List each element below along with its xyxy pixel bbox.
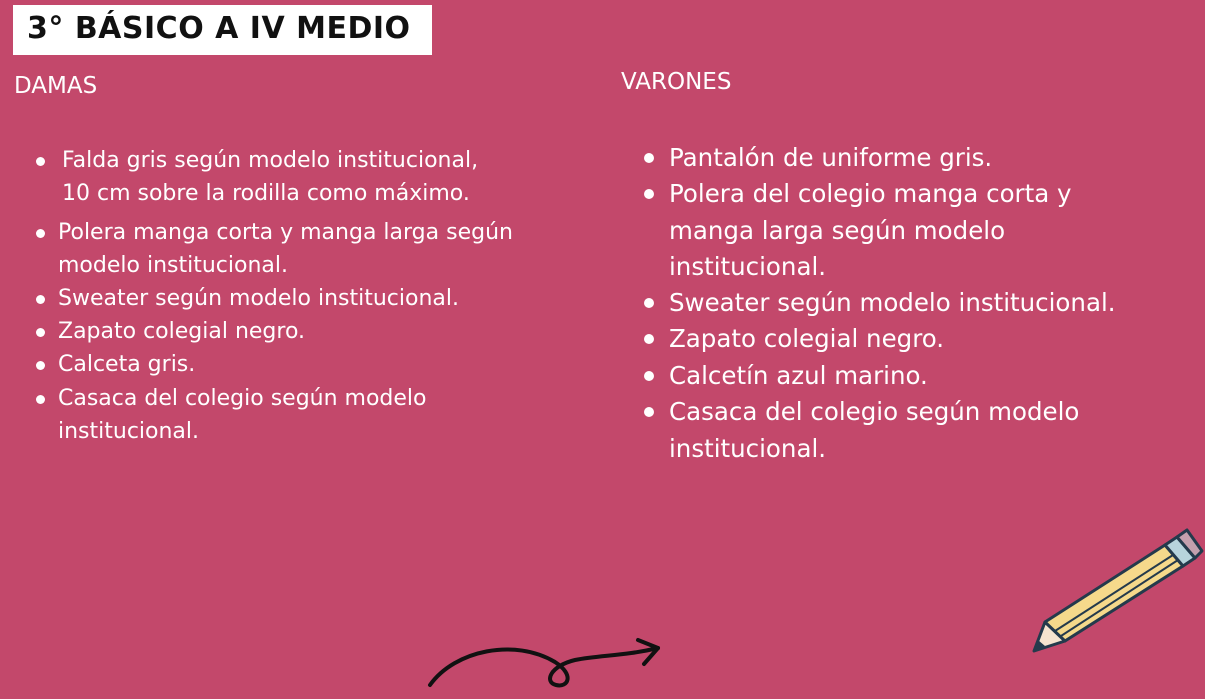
list-item-line: Polera del colegio manga corta y: [669, 179, 1072, 208]
list-item-line: Falda gris según modelo institucional,: [62, 148, 479, 173]
list-item-line: institucional.: [58, 419, 200, 444]
list-item: [58, 315, 305, 348]
varones-heading: VARONES: [621, 69, 732, 95]
damas-heading: DAMAS: [14, 73, 98, 99]
bullet-icon: [36, 229, 45, 238]
bullet-icon: [36, 295, 45, 304]
list-item: [669, 358, 928, 395]
list-item: [58, 282, 459, 315]
bullet-icon: [644, 189, 654, 199]
bullet-icon: [36, 328, 45, 337]
list-item-line: Calcetín azul marino.: [669, 361, 928, 390]
bullet-icon: [36, 361, 45, 370]
bullet-icon: [644, 334, 654, 344]
list-item-line: Polera manga corta y manga larga según: [58, 220, 513, 245]
bullet-icon: [36, 157, 45, 166]
list-item: [669, 176, 1072, 286]
bullet-icon: [36, 395, 45, 404]
list-item: [58, 216, 513, 282]
list-item: [62, 144, 478, 210]
title-box: [13, 5, 432, 55]
list-item-line: institucional.: [669, 433, 827, 463]
list-item-line: Pantalón de uniforme gris.: [669, 143, 993, 172]
list-item-line: Zapato colegial negro.: [58, 319, 306, 344]
list-item: [669, 285, 1116, 322]
list-item-line: 10 cm sobre la rodilla como máximo.: [62, 181, 470, 206]
pencil-icon: [1025, 525, 1205, 660]
list-item: [58, 348, 195, 381]
list-item: [669, 140, 992, 177]
bullet-icon: [644, 371, 654, 381]
list-item: [669, 321, 944, 358]
list-item-line: Casaca del colegio según modelo: [669, 397, 1080, 426]
bullet-icon: [644, 407, 654, 417]
list-item-line: Calceta gris.: [58, 352, 196, 377]
list-item-line: Casaca del colegio según modelo: [58, 386, 427, 411]
slide-title: 3° BÁSICO A IV MEDIO: [27, 11, 411, 46]
list-item-line: Zapato colegial negro.: [669, 324, 945, 353]
list-item-line: institucional.: [669, 252, 827, 281]
bullet-icon: [644, 298, 654, 308]
list-item: [669, 394, 1079, 467]
list-item-line: modelo institucional.: [58, 253, 288, 278]
list-item-line: manga larga según modelo: [669, 215, 1006, 245]
curved-arrow-icon: [420, 630, 670, 699]
list-item-line: Sweater según modelo institucional.: [58, 286, 459, 311]
list-item: [58, 382, 427, 448]
list-item-line: Sweater según modelo institucional.: [669, 288, 1116, 317]
bullet-icon: [644, 153, 654, 163]
